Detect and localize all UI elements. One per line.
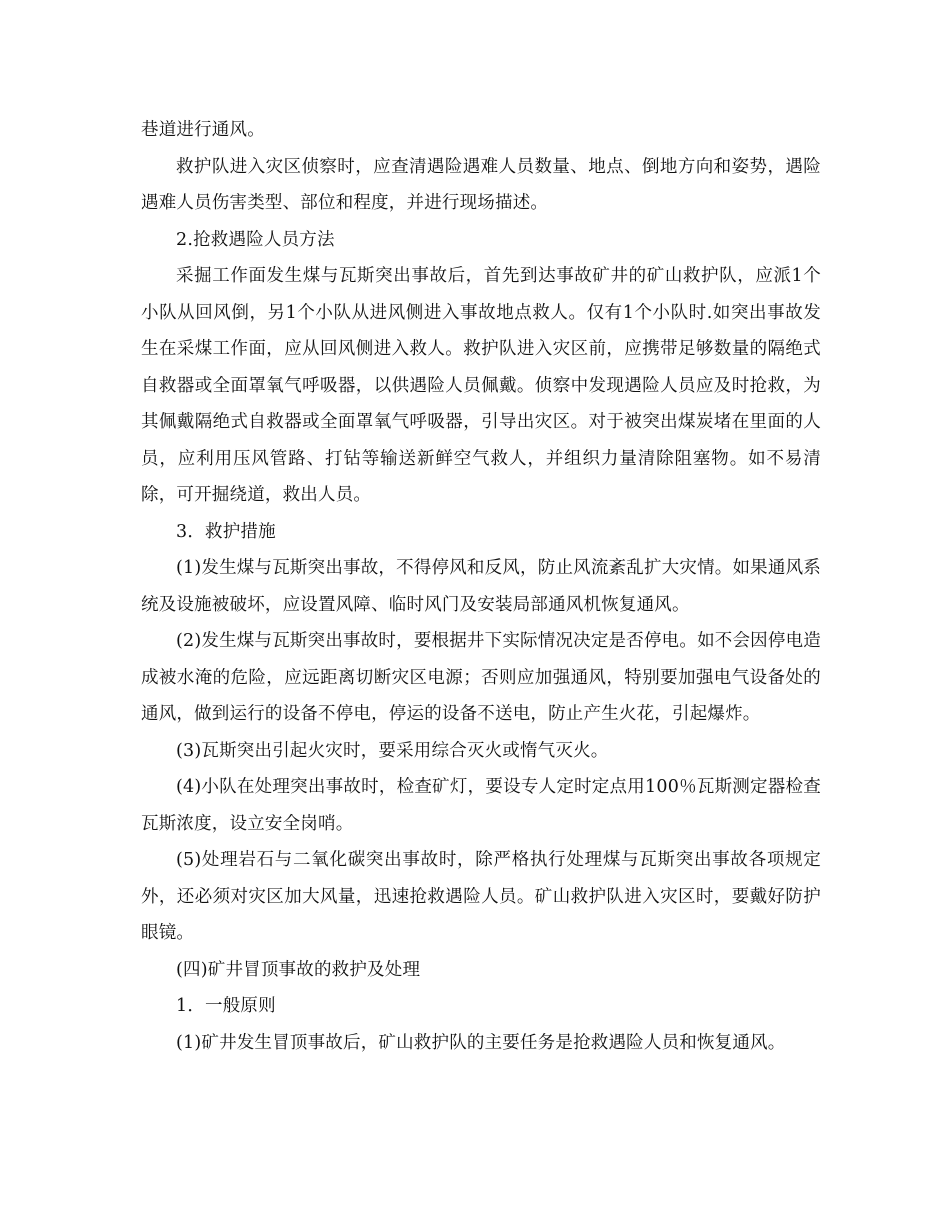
heading-rescue-measures: 3．救护措施: [176, 521, 276, 542]
heading-roof-fall-section: (四)矿井冒顶事故的救护及处理: [176, 959, 421, 980]
paragraph-measure-2: (2)发生煤与瓦斯突出事故时，要根据井下实际情况决定是否停电。如不会因停电造成被水淹的危险，应远距离切断灾区电源；否则应加强通风，特别要加强电气设备处的通风，做到运行的设备不停电，停运的设备不送电，防止产生火花，引起爆炸。: [141, 631, 821, 724]
paragraph-rescue-reconnaissance: 救护队进入灾区侦察时，应查清遇险遇难人员数量、地点、倒地方向和姿势，遇险遇难人员伤害类型、部位和程度，并进行现场描述。: [141, 156, 821, 213]
heading-rescue-methods: 2.抢救遇险人员方法: [176, 229, 335, 250]
heading-general-principles: 1．一般原则: [176, 996, 276, 1016]
paragraph-measure-1: (1)发生煤与瓦斯突出事故，不得停风和反风，防止风流紊乱扩大灾情。如果通风系统及设施被破坏，应设置风障、临时风门及安装局部通风机恢复通风。: [141, 558, 821, 615]
paragraph-measure-3: (3)瓦斯突出引起火灾时，要采用综合灭火或惰气灭火。: [176, 740, 609, 761]
paragraph-measure-4: (4)小队在处理突出事故时，检查矿灯，要设专人定时定点用100％瓦斯测定器检查瓦斯浓度，设立安全岗哨。: [141, 777, 821, 834]
paragraph-measure-5: (5)处理岩石与二氧化碳突出事故时，除严格执行处理煤与瓦斯突出事故各项规定外，还必须对灾区加大风量，迅速抢救遇险人员。矿山救护队进入灾区时，要戴好防护眼镜。: [141, 850, 821, 943]
paragraph-rescue-methods: 采掘工作面发生煤与瓦斯突出事故后，首先到达事故矿井的矿山救护队，应派1个小队从回风倒，另1个小队从进风侧进入事故地点救人。仅有1个小队时.如突出事故发生在采煤工作面，应从回风侧进入救人。救护队进入灾区前，应携带足够数量的隔绝式自救器或全面罩氧气呼吸器，以供遇险人员佩戴。侦察中发现遇险人员应及时抢救，为其佩戴隔绝式自救器或全面罩氧气呼吸器，引导出灾区。对于被突出煤炭堵在里面的人员，应利用压风管路、打钻等输送新鲜空气救人，并组织力量清除阻塞物。如不易清除，可开掘绕道，救出人员。: [141, 266, 821, 505]
document-body: [141, 112, 821, 1061]
paragraph-principle-1: (1)矿井发生冒顶事故后，矿山救护队的主要任务是抢救遇险人员和恢复通风。: [176, 1032, 786, 1053]
paragraph-continuation: 巷道进行通风。: [141, 120, 265, 140]
